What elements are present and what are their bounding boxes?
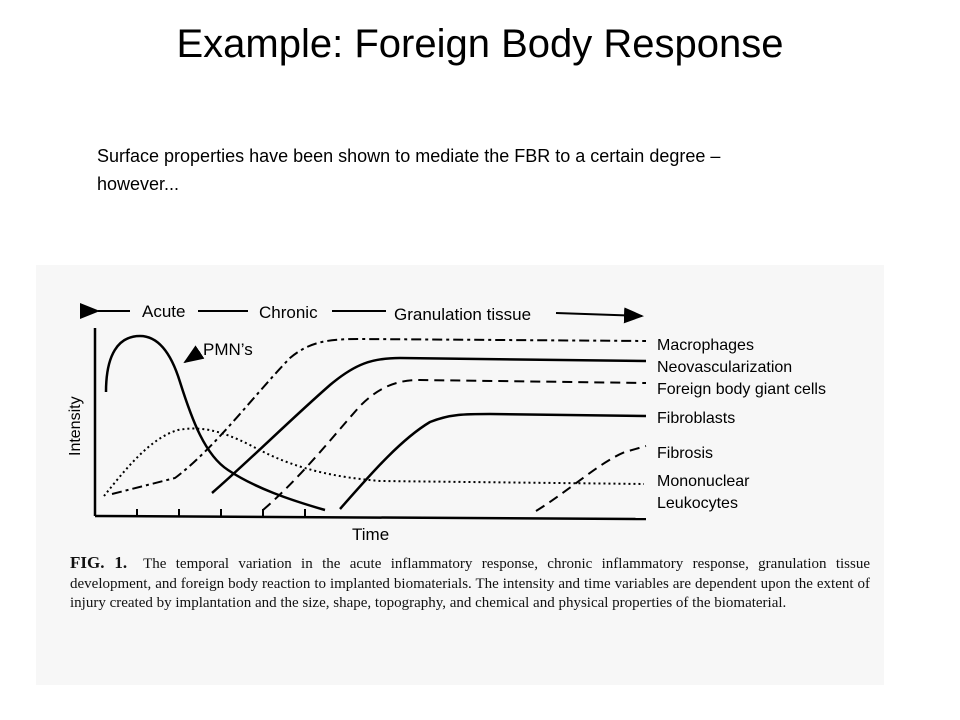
label-fibrosis: Fibrosis — [657, 445, 714, 462]
y-axis-label: Intensity — [67, 396, 84, 456]
curve-mononuclear-leukocytes — [104, 429, 644, 496]
phase-acute-label: Acute — [142, 302, 186, 321]
label-mononuclear: Mononuclear — [657, 473, 750, 490]
label-leukocytes: Leukocytes — [657, 495, 738, 512]
label-fibroblasts: Fibroblasts — [657, 410, 736, 427]
label-macrophages: Macrophages — [657, 337, 754, 354]
label-neovascularization: Neovascularization — [657, 359, 793, 376]
pmn-label: PMN’s — [203, 340, 253, 359]
x-axis — [95, 516, 646, 519]
pmn-pointer — [185, 352, 200, 362]
slide-subtitle: Surface properties have been shown to mediate the FBR to a certain degree – however... — [97, 146, 721, 194]
curve-fibrosis — [536, 446, 646, 511]
caption-text: The temporal variation in the acute inflammatory response, chronic inflammatory response, granulation tissue development, and foreign body reaction to implanted biomaterials. The intensity and time variables are dependent upon the extent of injury created by implantation and the size, shape, topography, and chemical and physical properties of the biomaterial. — [70, 556, 870, 611]
phase-chronic-label: Chronic — [259, 303, 318, 322]
curve-fibroblasts — [340, 414, 646, 509]
caption-label: FIG. 1. — [70, 553, 128, 572]
figure-caption — [70, 553, 870, 614]
curve-pmn — [106, 336, 325, 510]
curve-foreign-body-giant-cells — [263, 380, 646, 510]
label-foreign-body-giant-cells: Foreign body giant cells — [657, 381, 826, 398]
curve-neovascularization — [212, 358, 646, 493]
phase-granulation-label: Granulation tissue — [394, 305, 532, 324]
slide-title: Example: Foreign Body Response — [176, 22, 784, 66]
phase-arrow-right — [556, 313, 642, 316]
x-axis-label: Time — [352, 525, 390, 544]
